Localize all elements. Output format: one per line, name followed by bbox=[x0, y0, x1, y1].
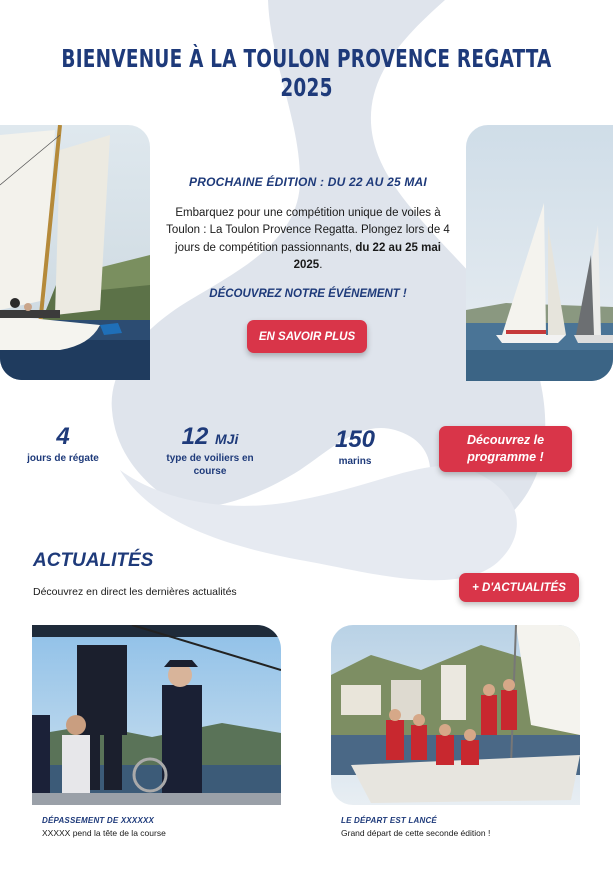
news-card-description-2: Grand départ de cette seconde édition ! bbox=[341, 828, 491, 838]
news-subtitle: Découvrez en direct les dernières actualités bbox=[33, 586, 237, 598]
intro-text-dates: du 22 au 25 mai 2025 bbox=[293, 241, 441, 271]
intro-text bbox=[160, 205, 456, 274]
news-card-title-1[interactable]: DÉPASSEMENT DE XXXXXX bbox=[42, 816, 155, 825]
stat-days-label: jours de régate bbox=[27, 453, 99, 464]
news-card-image-2[interactable] bbox=[331, 625, 580, 805]
stat-boat-type-label: type de voiliers en course bbox=[166, 453, 254, 477]
stat-boat-type bbox=[160, 423, 260, 478]
hero-photo-right bbox=[466, 125, 613, 381]
edition-heading: PROCHAINE ÉDITION : DU 22 AU 25 MAI bbox=[189, 175, 427, 189]
program-button[interactable]: Découvrez le programme ! bbox=[439, 426, 572, 472]
stat-sailors-value: 150 bbox=[334, 426, 376, 453]
intro-text-start: Embarquez pour une compétition unique de voiles à Toulon : La Toulon Provence Regatta. Plongez lors de 4 jours de compétition passionnants, bbox=[166, 207, 450, 254]
discover-heading: DÉCOUVREZ NOTRE ÉVÉNEMENT ! bbox=[209, 288, 407, 300]
stat-boat-type-unit: MJi bbox=[215, 431, 239, 447]
race-start-photo-icon bbox=[331, 625, 580, 805]
hero-photo-left bbox=[0, 125, 150, 380]
page-title: BIENVENUE À LA TOULON PROVENCE REGATTA 2025 bbox=[61, 44, 552, 102]
stat-days bbox=[20, 423, 106, 465]
news-heading: ACTUALITÉS bbox=[33, 550, 154, 571]
learn-more-button[interactable]: EN SAVOIR PLUS bbox=[247, 320, 367, 353]
sailboat-photo-icon bbox=[0, 125, 150, 380]
news-card-description-1: XXXXX pend la tête de la course bbox=[42, 828, 166, 838]
stat-sailors-label: marins bbox=[338, 456, 372, 467]
stat-days-value: 4 bbox=[56, 423, 70, 450]
more-news-button[interactable]: + D'ACTUALITÉS bbox=[459, 573, 579, 602]
regatta-photo-icon bbox=[466, 125, 613, 381]
crew-on-deck-photo-icon bbox=[32, 625, 281, 805]
intro-section bbox=[160, 175, 456, 300]
stat-sailors bbox=[315, 426, 395, 468]
stat-boat-type-value: 12 bbox=[181, 423, 209, 450]
news-card-title-2[interactable]: LE DÉPART EST LANCÉ bbox=[341, 816, 437, 825]
intro-text-end: . bbox=[319, 258, 323, 271]
news-card-image-1[interactable] bbox=[32, 625, 281, 805]
